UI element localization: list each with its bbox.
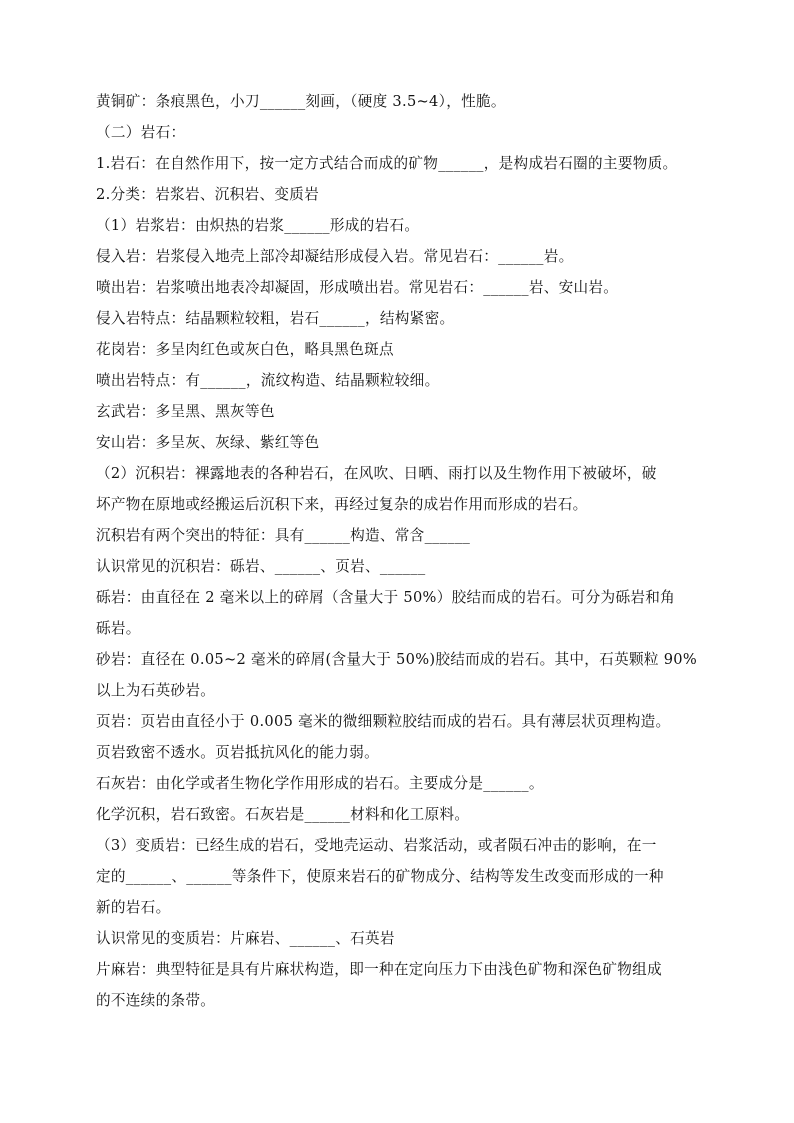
text-line-intrusive: 侵入岩：岩浆侵入地壳上部冷却凝结形成侵入岩。常见岩石：______岩。 xyxy=(96,248,574,265)
text-line-extrusive: 喷出岩：岩浆喷出地表冷却凝固，形成喷出岩。常见岩石：______岩、安山岩。 xyxy=(96,279,619,296)
paragraph-shale xyxy=(96,706,708,768)
text-line-limestone: 石灰岩：由化学或者生物化学作用形成的岩石。主要成分是______。 xyxy=(96,775,544,792)
paragraph-sandstone xyxy=(96,644,708,706)
subheading-igneous: （1）岩浆岩：由炽热的岩浆______形成的岩石。 xyxy=(96,217,420,234)
section-heading-rocks: （二）岩石： xyxy=(96,124,186,141)
text-line-common-sedimentary: 认识常见的沉积岩：砾岩、______、页岩、______ xyxy=(96,558,426,575)
text-line-basalt: 玄武岩：多呈黑、黑灰等色 xyxy=(96,403,275,420)
paragraph-line: （2）沉积岩：裸露地表的各种岩石，在风吹、日晒、雨打以及生物作用下被破坏，破 xyxy=(96,465,657,482)
paragraph-line: 砾岩：由直径在 2 毫米以上的碎屑（含量大于 50%）胶结而成的岩石。可分为砾岩和角 xyxy=(96,589,676,606)
document-page xyxy=(96,86,708,1016)
paragraph-line: 新的岩石。 xyxy=(96,899,171,916)
paragraph-metamorphic xyxy=(96,830,708,923)
paragraph-line: 砾岩。 xyxy=(96,620,141,637)
paragraph-line: 砂岩：直径在 0.05~2 毫米的碎屑(含量大于 50%)胶结而成的岩石。其中，石英颗粒 90% xyxy=(96,651,698,668)
paragraph-line: 片麻岩：典型特征是具有片麻状构造，即一种在定向压力下由浅色矿物和深色矿物组成 xyxy=(96,961,662,978)
paragraph-line: 以上为石英砂岩。 xyxy=(96,682,216,699)
paragraph-line: 定的______、______等条件下，使原来岩石的矿物成分、结构等发生改变而形成的一种 xyxy=(96,868,664,885)
text-line-common-metamorphic: 认识常见的变质岩：片麻岩、______、石英岩 xyxy=(96,930,395,947)
paragraph-line: 的不连续的条带。 xyxy=(96,992,216,1009)
paragraph-sedimentary xyxy=(96,458,708,520)
paragraph-line: （3）变质岩：已经生成的岩石，受地壳运动、岩浆活动，或者陨石冲击的影响，在一 xyxy=(96,837,657,854)
text-line-classification: 2.分类：岩浆岩、沉积岩、变质岩 xyxy=(96,186,320,203)
text-line-rock-definition: 1.岩石：在自然作用下，按一定方式结合而成的矿物______，是构成岩石圈的主要物质。 xyxy=(96,155,678,172)
paragraph-line: 页岩致密不透水。页岩抵抗风化的能力弱。 xyxy=(96,744,379,761)
paragraph-line: 页岩：页岩由直径小于 0.005 毫米的微细颗粒胶结而成的岩石。具有薄层状页理构造。 xyxy=(96,713,671,730)
paragraph-conglomerate xyxy=(96,582,708,644)
text-line-intrusive-features: 侵入岩特点：结晶颗粒较粗，岩石______，结构紧密。 xyxy=(96,310,455,327)
text-line-andesite: 安山岩：多呈灰、灰绿、紫红等色 xyxy=(96,434,320,451)
paragraph-line: 坏产物在原地或经搬运后沉积下来，再经过复杂的成岩作用而形成的岩石。 xyxy=(96,496,588,513)
text-line-extrusive-features: 喷出岩特点：有______，流纹构造、结晶颗粒较细。 xyxy=(96,372,440,389)
text-line-chalcopyrite: 黄铜矿：条痕黑色，小刀______刻画，（硬度 3.5~4），性脆。 xyxy=(96,93,506,110)
text-line-limestone-use: 化学沉积，岩石致密。石灰岩是______材料和化工原料。 xyxy=(96,806,470,823)
text-line-sedimentary-features: 沉积岩有两个突出的特征：具有______构造、常含______ xyxy=(96,527,471,544)
text-line-granite: 花岗岩：多呈肉红色或灰白色，略具黑色斑点 xyxy=(96,341,394,358)
paragraph-gneiss xyxy=(96,954,708,1016)
